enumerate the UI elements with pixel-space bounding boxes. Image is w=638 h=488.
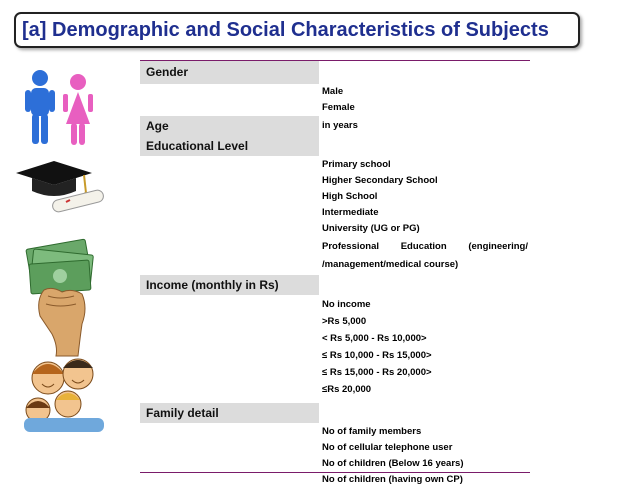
age-value: in years [322,120,358,131]
age-header: Age [140,116,319,136]
gender-header: Gender [140,61,319,84]
option-professional-cont: /management/medical course) [322,259,459,270]
option-income-3: ≤ Rs 10,000 - Rs 15,000> [322,350,432,361]
option-income-2: < Rs 5,000 - Rs 10,000> [322,333,427,344]
income-header: Income (monthly in Rs) [140,275,319,295]
money-hand-icon [22,238,102,358]
characteristics-table [140,60,530,488]
professional-word-1: Professional [322,241,380,252]
option-female: Female [322,102,355,113]
option-income-1: >Rs 5,000 [322,316,367,327]
professional-word-2: Education [400,241,447,252]
option-family-members: No of family members [322,426,422,437]
option-professional [319,237,530,257]
option-male: Male [322,86,344,97]
option-children-own-cp: No of children (having own CP) [322,474,463,485]
option-cell-users: No of cellular telephone user [322,442,453,453]
option-high-school: High School [322,191,378,202]
option-higher-secondary: Higher Secondary School [322,175,438,186]
option-primary-school: Primary school [322,159,391,170]
table-bottom-rule [140,472,530,473]
option-intermediate: Intermediate [322,207,379,218]
option-children-below-16: No of children (Below 16 years) [322,458,464,469]
people-icon [20,68,100,148]
professional-word-3: (engineering/ [468,241,528,252]
education-header: Educational Level [140,136,319,156]
option-university: University (UG or PG) [322,223,420,234]
slide-title: [a] Demographic and Social Characteristics of Subjects [14,12,580,48]
family-icon [18,352,110,434]
graduation-cap-icon [14,155,109,215]
option-no-income: No income [322,299,371,310]
option-income-4: ≤ Rs 15,000 - Rs 20,000> [322,367,432,378]
family-header: Family detail [140,403,319,423]
option-income-5: ≤Rs 20,000 [322,384,372,395]
